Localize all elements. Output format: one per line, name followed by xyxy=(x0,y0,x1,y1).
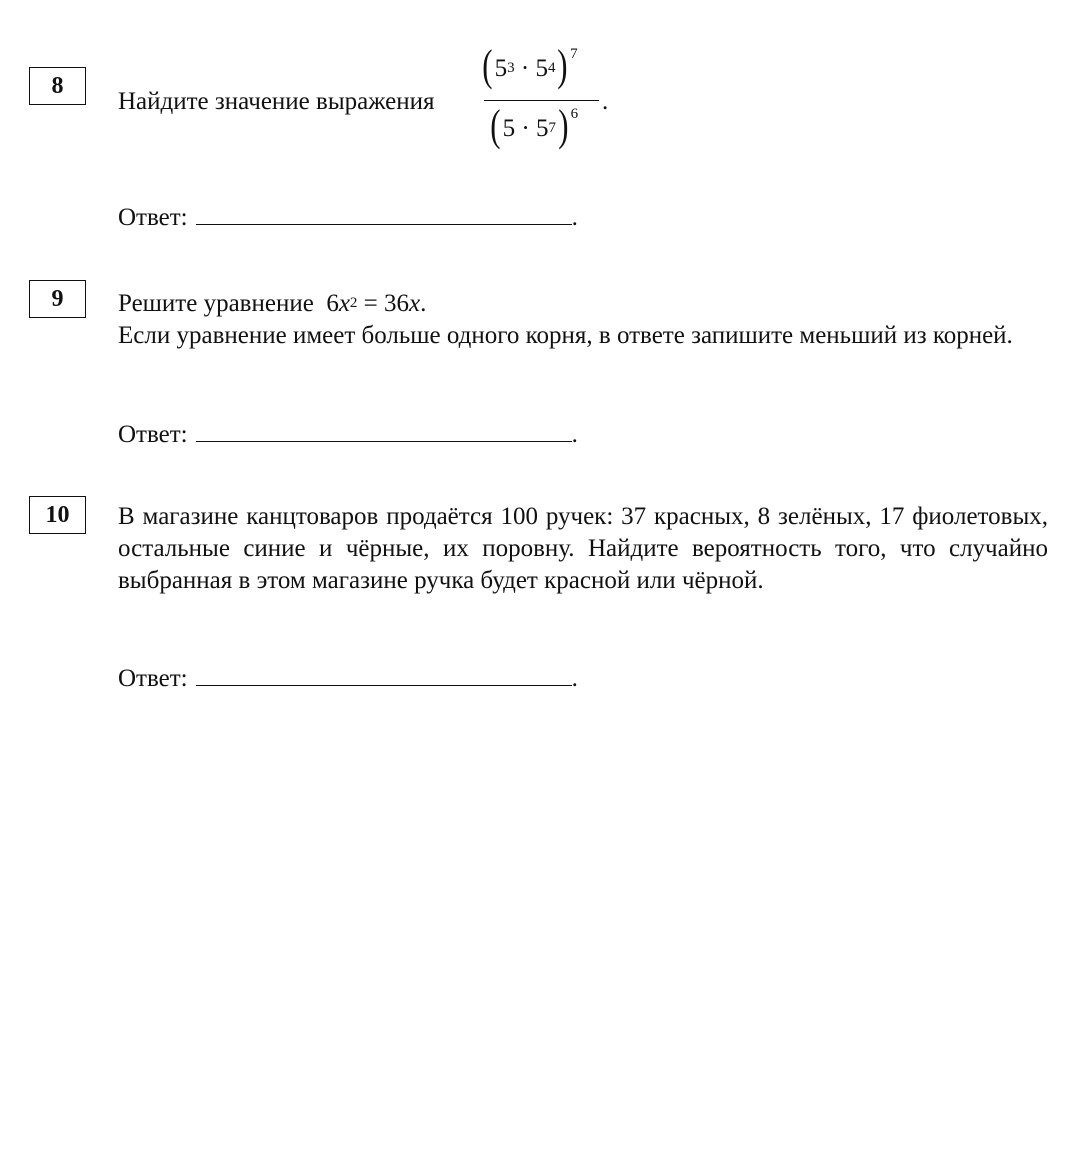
answer-field[interactable] xyxy=(196,684,572,686)
answer-9: Ответ: . xyxy=(118,421,578,448)
answer-10: Ответ: . xyxy=(118,665,578,692)
answer-label: Ответ: xyxy=(118,204,188,231)
task-9-instruction: Если уравнение имеет больше одного корня, в ответе запишите меньший из корней. xyxy=(118,322,1013,349)
task-number-9: 9 xyxy=(29,280,86,318)
task-10-text: В магазине канцтоваров продаётся 100 ручек: 37 красных, 8 зелёных, 17 фиолетовых, остальные синие и чёрные, их поровну. Найдите вероятность того, что случайно выбранная в этом магазине ручка будет красной или чёрной. xyxy=(118,503,1048,594)
equation: $6x^2 = 36x$. xyxy=(326,290,427,317)
answer-label: Ответ: xyxy=(118,421,188,448)
task-number-8: 8 xyxy=(29,67,86,105)
expression-end: . xyxy=(602,88,609,115)
fraction-denominator: $(5 \cdot 5^7)$ $^6$ xyxy=(490,101,579,150)
fraction-numerator: $(5^3 \cdot 5^4)$ $^7$ xyxy=(482,41,578,90)
task-9-intro: Решите уравнение xyxy=(118,290,314,317)
answer-label: Ответ: xyxy=(118,665,188,692)
answer-8: Ответ: . xyxy=(118,204,578,231)
task-9-text xyxy=(118,288,1048,352)
answer-field[interactable] xyxy=(196,440,572,442)
task-8-text: Найдите значение выражения xyxy=(118,88,435,115)
task-number-10: 10 xyxy=(29,496,86,534)
fraction-bar xyxy=(484,100,599,101)
answer-field[interactable] xyxy=(196,223,572,225)
